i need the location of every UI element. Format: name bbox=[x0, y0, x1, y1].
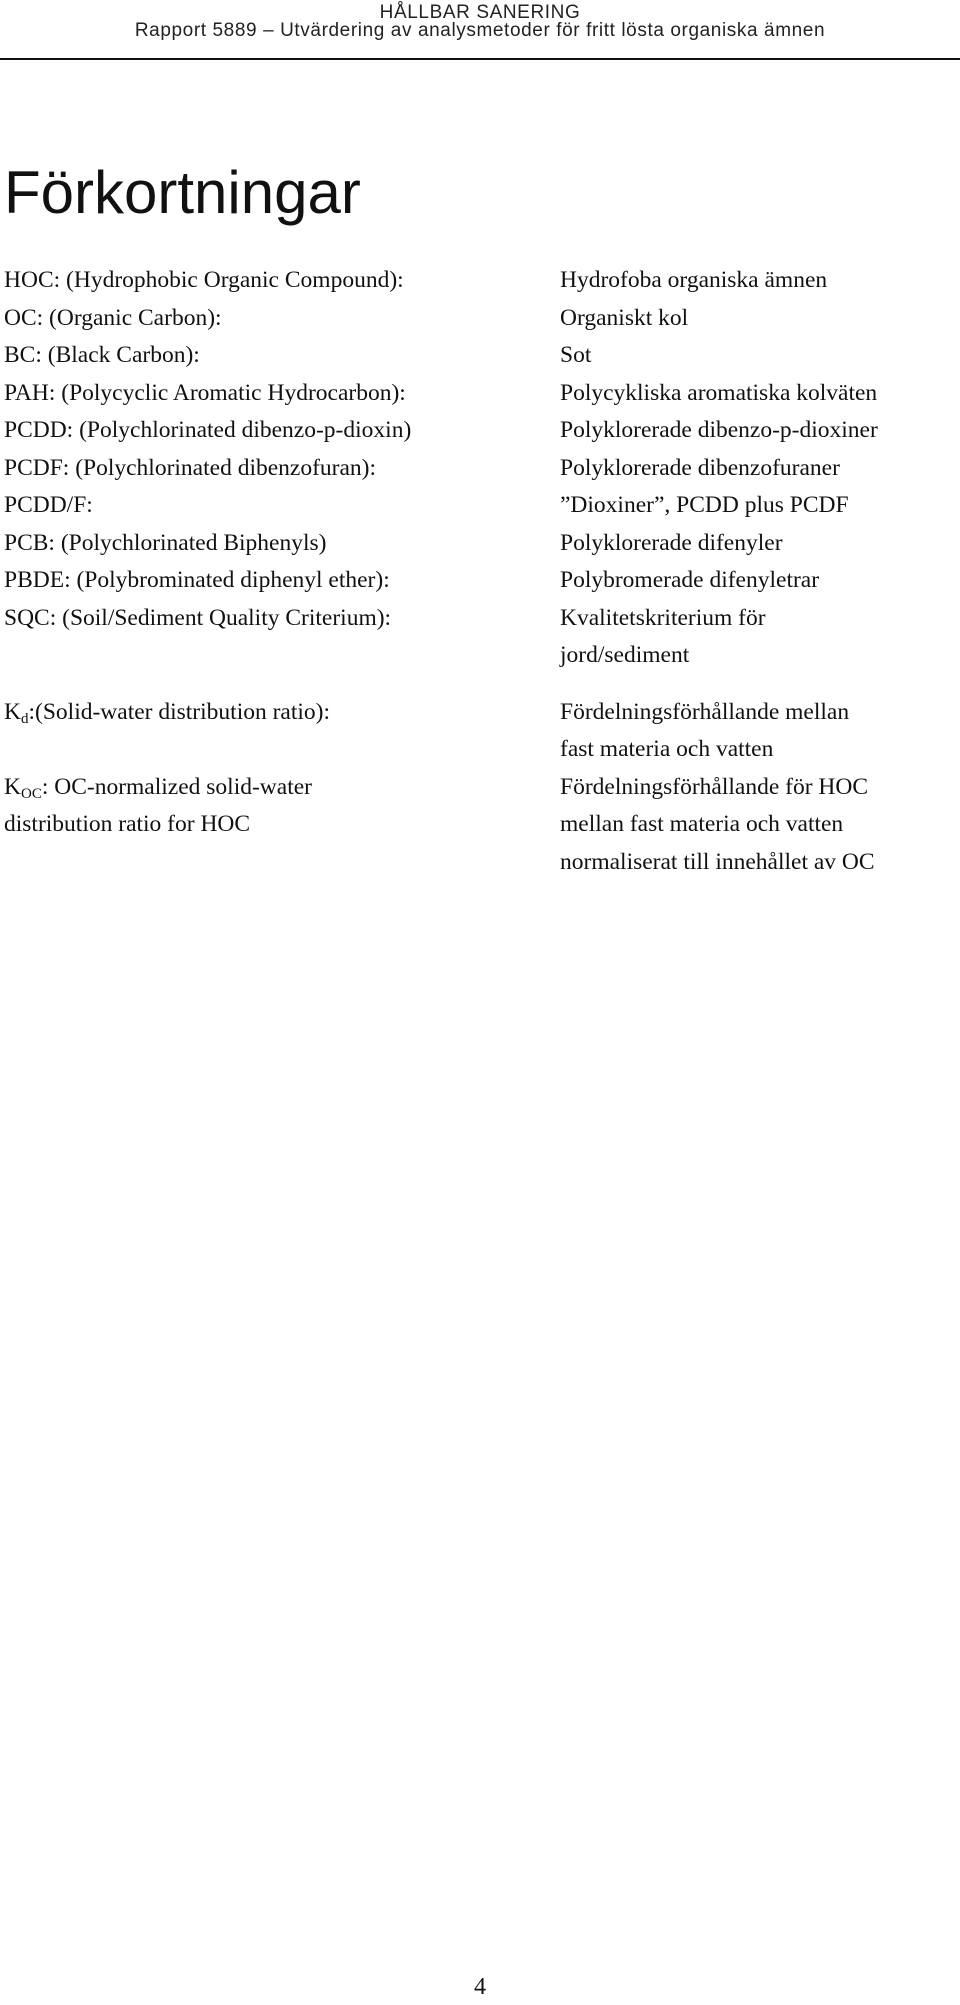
abbreviation-row bbox=[0, 694, 960, 769]
term-subscript: d bbox=[20, 710, 29, 727]
abbreviation-list bbox=[0, 262, 960, 881]
abbreviation-definition: Polyklorerade dibenzofuraner bbox=[560, 454, 840, 481]
term-text: : OC-normalized solid-water bbox=[41, 773, 312, 800]
abbreviation-term: PCDD: (Polychlorinated dibenzo-p-dioxin) bbox=[4, 417, 412, 443]
page-number: 4 bbox=[474, 1974, 486, 2000]
definition-line: normaliserat till innehållet av OC bbox=[560, 848, 875, 875]
definition-line: fast materia och vatten bbox=[560, 736, 774, 762]
definition-line: Fördelningsförhållande mellan bbox=[560, 698, 850, 725]
term-text: :(Solid-water distribution ratio): bbox=[28, 698, 331, 725]
header-report-title: Rapport 5889 – Utvärdering av analysmetoder för fritt lösta organiska ämnen bbox=[134, 20, 826, 41]
abbreviation-row bbox=[0, 337, 960, 375]
abbreviation-definition: Polyklorerade difenyler bbox=[560, 529, 783, 556]
header-divider bbox=[0, 58, 960, 60]
abbreviation-definition: ”Dioxiner”, PCDD plus PCDF bbox=[560, 492, 849, 518]
abbreviation-term: PBDE: (Polybrominated diphenyl ether): bbox=[4, 567, 390, 593]
abbreviation-row bbox=[0, 769, 960, 882]
term-line bbox=[4, 769, 560, 807]
abbreviation-definition: Organiskt kol bbox=[560, 304, 689, 331]
abbreviation-row bbox=[0, 450, 960, 488]
abbreviation-row bbox=[0, 562, 960, 600]
abbreviation-term: PAH: (Polycyclic Aromatic Hydrocarbon): bbox=[4, 379, 406, 406]
term-line: distribution ratio for HOC bbox=[4, 811, 251, 837]
header-series: HÅLLBAR SANERING bbox=[379, 2, 581, 23]
abbreviation-row bbox=[0, 525, 960, 563]
abbreviation-term: BC: (Black Carbon): bbox=[4, 342, 200, 368]
term-subscript: OC bbox=[20, 785, 42, 802]
page-title: Förkortningar bbox=[4, 159, 361, 226]
abbreviation-term: PCB: (Polychlorinated Biphenyls) bbox=[4, 529, 327, 556]
abbreviation-row bbox=[0, 262, 960, 300]
abbreviation-row bbox=[0, 487, 960, 525]
abbreviation-term bbox=[0, 769, 560, 882]
definition-line: Fördelningsförhållande för HOC bbox=[560, 773, 869, 800]
abbreviation-definition: Polyklorerade dibenzo-p-dioxiner bbox=[560, 417, 878, 443]
abbreviation-term: PCDD/F: bbox=[4, 492, 93, 518]
abbreviation-definition bbox=[560, 694, 960, 769]
abbreviation-definition: Polybromerade difenyletrar bbox=[560, 567, 820, 593]
term-symbol: K bbox=[4, 773, 21, 800]
abbreviation-row bbox=[0, 412, 960, 450]
abbreviation-term: PCDF: (Polychlorinated dibenzofuran): bbox=[4, 454, 377, 481]
abbreviation-row bbox=[0, 375, 960, 413]
abbreviation-definition: Hydrofoba organiska ämnen bbox=[560, 267, 828, 293]
definition-line: Kvalitetskriterium för bbox=[560, 604, 766, 631]
abbreviation-term: HOC: (Hydrophobic Organic Compound): bbox=[4, 267, 404, 293]
definition-line: mellan fast materia och vatten bbox=[560, 811, 844, 837]
abbreviation-term bbox=[0, 694, 560, 769]
abbreviation-term: OC: (Organic Carbon): bbox=[4, 304, 222, 331]
abbreviation-definition bbox=[560, 600, 960, 675]
abbreviation-definition: Polycykliska aromatiska kolväten bbox=[560, 379, 878, 406]
abbreviation-definition bbox=[560, 769, 960, 882]
abbreviation-row bbox=[0, 600, 960, 675]
abbreviation-row bbox=[0, 300, 960, 338]
definition-line: jord/sediment bbox=[560, 642, 690, 668]
abbreviation-term: SQC: (Soil/Sediment Quality Criterium): bbox=[4, 604, 392, 631]
term-symbol: K bbox=[4, 698, 21, 725]
abbreviation-definition: Sot bbox=[560, 342, 592, 368]
